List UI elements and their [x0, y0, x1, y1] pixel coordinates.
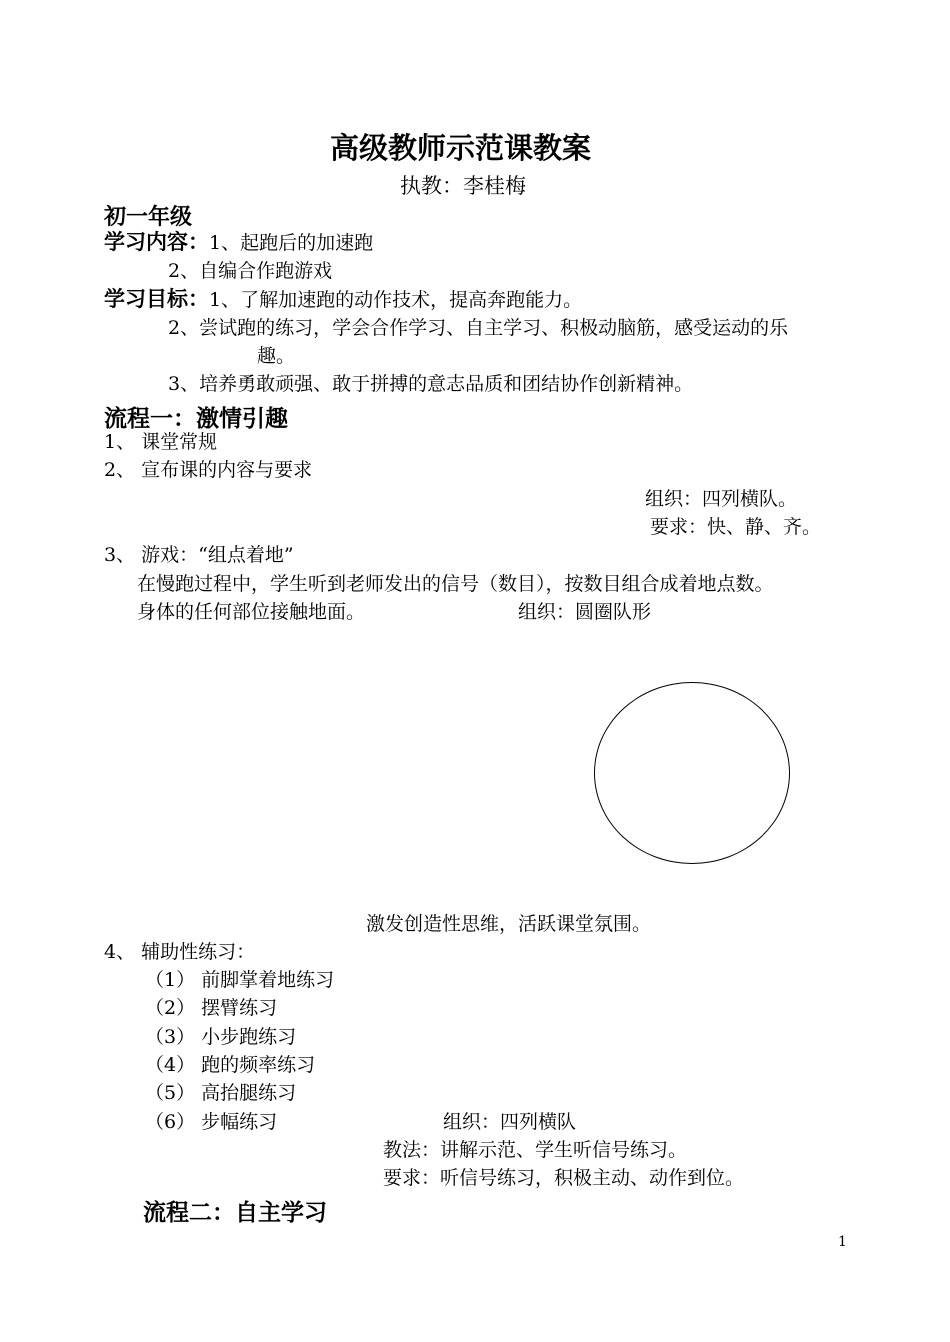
flow1-step-2: 2、 宣布课的内容与要求 [104, 459, 313, 481]
circle-caption: 激发创造性思维，活跃课堂氛围。 [366, 913, 652, 935]
flow1-step-1: 1、 课堂常规 [104, 431, 218, 453]
flow2-heading: 流程二：自主学习 [143, 1200, 327, 1226]
drill-item: （3） 小步跑练习 [145, 1026, 297, 1048]
circle-formation-diagram [594, 682, 790, 864]
drill-item: （5） 高抬腿练习 [145, 1082, 297, 1104]
flow1-heading: 流程一：激情引趣 [104, 406, 288, 432]
goals-item-2-line-1: 2、尝试跑的练习，学会合作学习、自主学习、积极动脑筋，感受运动的乐 [168, 317, 789, 339]
content-item-1: 1、起跑后的加速跑 [209, 232, 374, 254]
teacher-line: 执教：李桂梅 [400, 174, 526, 198]
game-description-line-2: 身体的任何部位接触地面。 [137, 601, 366, 623]
content-line-1 [104, 230, 373, 255]
drill-organization: 组织：四列横队 [443, 1111, 577, 1133]
goals-label: 学习目标： [104, 287, 209, 311]
flow1-requirement: 要求：快、静、齐。 [650, 516, 822, 538]
flow1-step-4: 4、 辅助性练习： [104, 941, 256, 963]
goals-item-2-line-2: 趣。 [257, 345, 296, 367]
drill-item: （1） 前脚掌着地练习 [145, 969, 335, 991]
drill-item: （2） 摆臂练习 [145, 997, 278, 1019]
content-item-2: 2、自编合作跑游戏 [168, 260, 333, 282]
page-number: 1 [838, 1234, 847, 1250]
flow1-step-3: 3、 游戏：“组点着地” [104, 544, 294, 566]
content-label: 学习内容： [104, 230, 209, 254]
flow1-organization: 组织：四列横队。 [645, 488, 798, 510]
page-title: 高级教师示范课教案 [330, 131, 592, 165]
drill-method: 教法：讲解示范、学生听信号练习。 [383, 1139, 688, 1161]
grade-label: 初一年级 [104, 205, 193, 230]
game-organization: 组织：圆圈队形 [518, 601, 652, 623]
goals-item-3: 3、培养勇敢顽强、敢于拼搏的意志品质和团结协作创新精神。 [168, 373, 694, 395]
game-description-line-1: 在慢跑过程中，学生听到老师发出的信号（数目），按数目组合成着地点数。 [137, 573, 774, 595]
drill-item: （4） 跑的频率练习 [145, 1054, 316, 1076]
goals-line-1 [104, 287, 582, 312]
drill-item: （6） 步幅练习 [145, 1111, 278, 1133]
drill-requirement: 要求：听信号练习，积极主动、动作到位。 [383, 1167, 745, 1189]
goals-item-1: 1、了解加速跑的动作技术，提高奔跑能力。 [209, 289, 583, 311]
